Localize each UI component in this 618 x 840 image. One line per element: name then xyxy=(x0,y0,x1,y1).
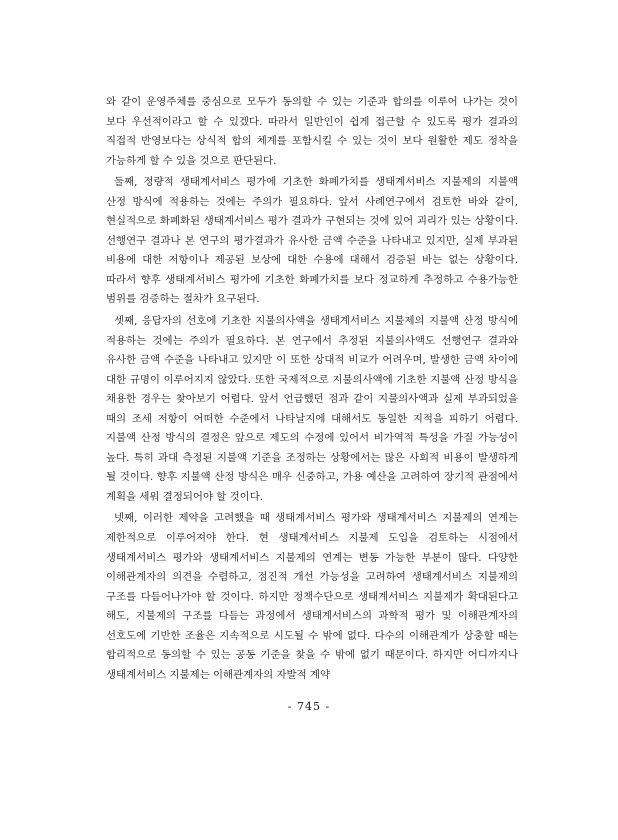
paragraph-fourth: 넷째, 이러한 제약을 고려했을 때 생태계서비스 평가와 생태계서비스 지불제의 연계는 제한적으로 이루어져야 한다. 현 생태계서비스 지불제 도입을 검토하는 시점에서 생태계서비스 평가와 생태계서비스 지불제의 연계는 변동 가능한 부분이 많다. 다양한 이해관계자의 의견을 수렴하고, 점진적 개선 가능성을 고려하여 생태계서비스 지불제의 구조를 다듬어나가야 할 것이다. 하지만 정책수단으로 생태계서비스 지불제가 확대된다고 해도, 지불제의 구조를 다듬는 과정에서 생태계서비스의 과학적 평가 및 이해관계자의 선호도에 기반한 조율은 지속적으로 시도될 수 밖에 없다. 다수의 이해관계가 상충할 때는 합리적으로 동의할 수 있는 공동 기준을 찾을 수 밖에 없기 때문이다. 하지만 어디까지나 생태계서비스 지불제는 이해관계자의 자발적 계약 xyxy=(106,512,518,681)
body-text xyxy=(106,93,518,687)
paragraph-continuation: 와 같이 운영주체를 중심으로 모두가 동의할 수 있는 기준과 합의를 이루어 나가는 것이 보다 우선적이라고 할 수 있겠다. 따라서 일반인이 쉽게 접근할 수 있도록 평가 결과의 직접적 반영보다는 상식적 합의 체계를 포함시킬 수 있는 것이 보다 원활한 제도 정착을 가능하게 할 수 있을 것으로 판단된다. xyxy=(106,96,518,167)
paragraph-third: 셋째, 응답자의 선호에 기초한 지불의사액을 생태계서비스 지불제의 지불액 산정 방식에 적용하는 것에는 주의가 필요하다. 본 연구에서 추정된 지불의사액도 선행연구 결과와 유사한 금액 수준을 나타내고 있지만 이 또한 상대적 비교가 어려우며, 발생한 금액 차이에 대한 규명이 이루어지지 않았다. 또한 국제적으로 지불의사액에 기초한 지불액 산정 방식을 채용한 경우는 찾아보기 어렵다. 앞서 언급했던 점과 같이 지불의사액과 실제 부과되었을 때의 조세 저항이 어떠한 수준에서 나타날지에 대해서도 동일한 지적을 피하기 어렵다. 지불액 산정 방식의 결정은 앞으로 제도의 수정에 있어서 비가역적 특성을 가질 가능성이 높다. 특히 과대 측정된 지불액 기준을 조정하는 상황에서는 많은 사회적 비용이 발생하게 될 것이다. 향후 지불액 산정 방식은 매우 신중하고, 가용 예산을 고려하여 장기적 관점에서 계획을 세워 결정되어야 할 것이다. xyxy=(106,315,518,503)
page-number: - 745 - xyxy=(287,700,331,713)
paragraph-second: 둘째, 정량적 생태계서비스 평가에 기초한 화폐가치를 생태계서비스 지불제의 지불액 산정 방식에 적용하는 것에는 주의가 필요하다. 앞서 사례연구에서 검토한 바와 같이, 현실적으로 화폐화된 생태계서비스 평가 결과가 구현되는 것에 있어 괴리가 있는 상황이다. 선행연구 결과나 본 연구의 평가결과가 유사한 금액 수준을 나타내고 있지만, 실제 부과된 비용에 대한 저항이나 제공된 보상에 대한 수용에 대해서 검증된 바는 없는 상황이다. 따라서 향후 생태계서비스 평가에 기초한 화폐가치를 보다 정교하게 추정하고 수용가능한 범위를 검증하는 절차가 요구된다. xyxy=(106,176,518,306)
